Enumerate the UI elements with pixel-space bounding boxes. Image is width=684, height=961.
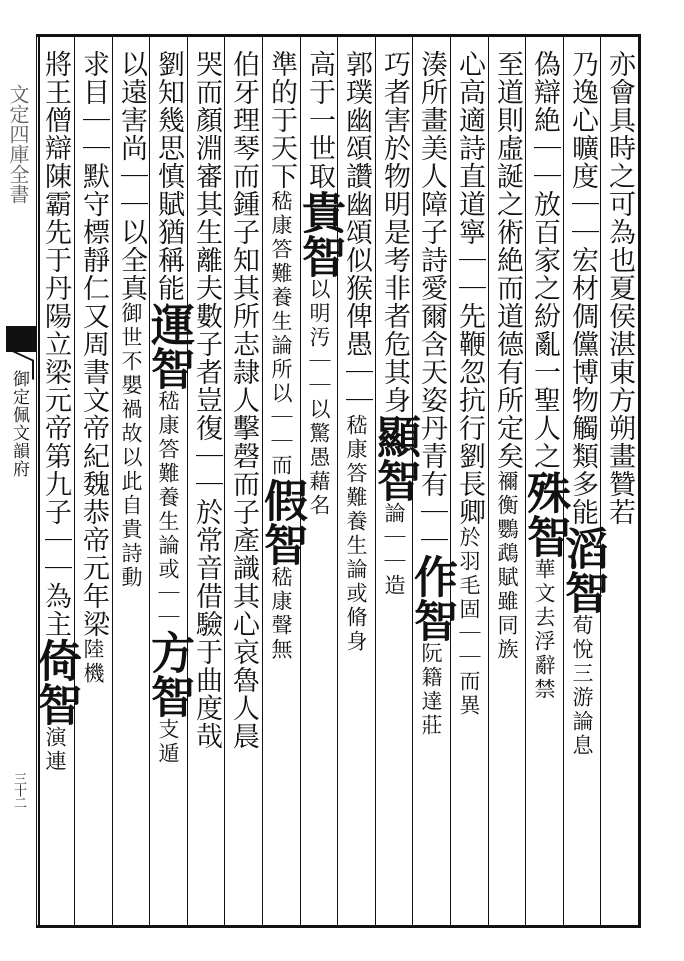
annotation-text: 陸機 <box>81 638 105 686</box>
column-rule <box>74 36 75 925</box>
body-text: 求目｜｜默守標靜仁又周書文帝紀魏恭帝元年梁 <box>78 50 109 638</box>
annotation-text: 阮籍達莊 <box>419 642 443 738</box>
column-rule <box>337 36 338 925</box>
headword: 方智 <box>143 630 194 718</box>
annotation-text: 支遁 <box>156 718 180 766</box>
body-text: 乃逸心曠度｜｜宏材倜儻博物觸類多能 <box>567 50 598 526</box>
body-text: 準的于天下 <box>266 50 297 190</box>
margin-strip <box>0 36 36 925</box>
column-rule <box>36 36 37 925</box>
body-text: 伯牙理琴而鍾子知其所志隷人擊磬而子產識其心哀魯人晨 <box>228 50 259 750</box>
headword: 殊智 <box>519 470 570 558</box>
frame-bottom-border <box>36 925 640 928</box>
frame-right-border <box>638 34 641 928</box>
column-rule <box>600 36 601 925</box>
text-column <box>602 50 636 920</box>
body-text: 哭而顏淵審其生離夫數子者豈復｜｜於常音借驗于曲度哉 <box>191 50 222 750</box>
column-rule <box>450 36 451 925</box>
annotation-text: 詩動 <box>119 542 143 590</box>
frame-top-border <box>36 34 640 37</box>
body-text: 巧者害於物明是考非者危其身 <box>379 50 410 414</box>
headword: 滔智 <box>557 526 608 614</box>
annotation-text: 嵇康聲無 <box>269 566 293 662</box>
column-rule <box>488 36 489 925</box>
text-column <box>519 50 570 920</box>
annotation-text: 禰衡鸚鵡賦雖同族 <box>495 470 519 662</box>
text-column <box>557 50 608 920</box>
body-text: 至道則虛誕之術絶而道德有所定矣 <box>492 50 523 470</box>
body-text: 亦會具時之可為也夏侯湛東方朔畫贊若 <box>604 50 635 526</box>
text-column <box>226 50 260 920</box>
headword: 作智 <box>406 554 457 642</box>
body-text: 心高適詩直道寧｜｜先鞭忽抗行劉長卿 <box>454 50 485 526</box>
body-text: 將王僧辯陳霸先于丹陽立梁元帝第九子｜｜為主 <box>40 50 71 638</box>
headword: 假智 <box>256 478 307 566</box>
annotation-text: 於羽毛固｜｜而異 <box>457 526 481 718</box>
text-column <box>189 50 223 920</box>
annotation-text: 御世不嬰禍故以此自貴 <box>119 302 143 542</box>
headword: 倚智 <box>30 638 81 726</box>
body-text: 湊所畫美人障子詩愛爾含天姿丹青有｜｜ <box>416 50 447 554</box>
body-text: 以遠害尚｜｜以全真 <box>116 50 147 302</box>
fish-tail-mark <box>6 326 36 352</box>
annotation-text: 演連 <box>43 726 67 774</box>
annotation-text: 華文去浮辭禁 <box>532 558 556 702</box>
book-title: 御定佩文韻府 <box>9 370 29 478</box>
annotation-text: 論｜｜造 <box>382 502 406 598</box>
headword: 顯智 <box>369 414 420 502</box>
text-column <box>490 50 524 920</box>
annotation-text: 以明汚｜｜以驚愚藉名 <box>307 278 331 518</box>
text-column <box>452 50 486 920</box>
text-column <box>114 50 148 920</box>
annotation-text: 嵇康答難養生論或脩身 <box>344 414 368 654</box>
column-rule <box>149 36 150 925</box>
text-column <box>294 50 345 920</box>
headword: 貴智 <box>294 190 345 278</box>
headword: 運智 <box>143 302 194 390</box>
body-text: 高于一世取 <box>304 50 335 190</box>
column-rule <box>112 36 113 925</box>
annotation-text: 荀悅三游論息 <box>570 614 594 758</box>
margin-header-text: 文定四庫全書 <box>6 84 30 204</box>
annotation-text: 嵇康答難養生論所以｜｜而 <box>269 190 293 478</box>
text-column <box>369 50 420 920</box>
body-text: 偽辯絶｜｜放百家之紛亂一聖人之 <box>529 50 560 470</box>
text-column <box>76 50 110 920</box>
body-text: 郭璞幽頌讚幽頌似猴俾愚｜｜ <box>341 50 372 414</box>
body-text: 劉知幾思慎賦猶稱能 <box>153 50 184 302</box>
annotation-text: 嵇康答難養生論或｜｜ <box>156 390 180 630</box>
text-column <box>30 50 81 920</box>
text-column <box>256 50 307 920</box>
text-column <box>339 50 373 920</box>
column-rule <box>224 36 225 925</box>
column-rule <box>187 36 188 925</box>
folio-number: 三十二 <box>11 772 26 808</box>
text-column <box>143 50 194 920</box>
